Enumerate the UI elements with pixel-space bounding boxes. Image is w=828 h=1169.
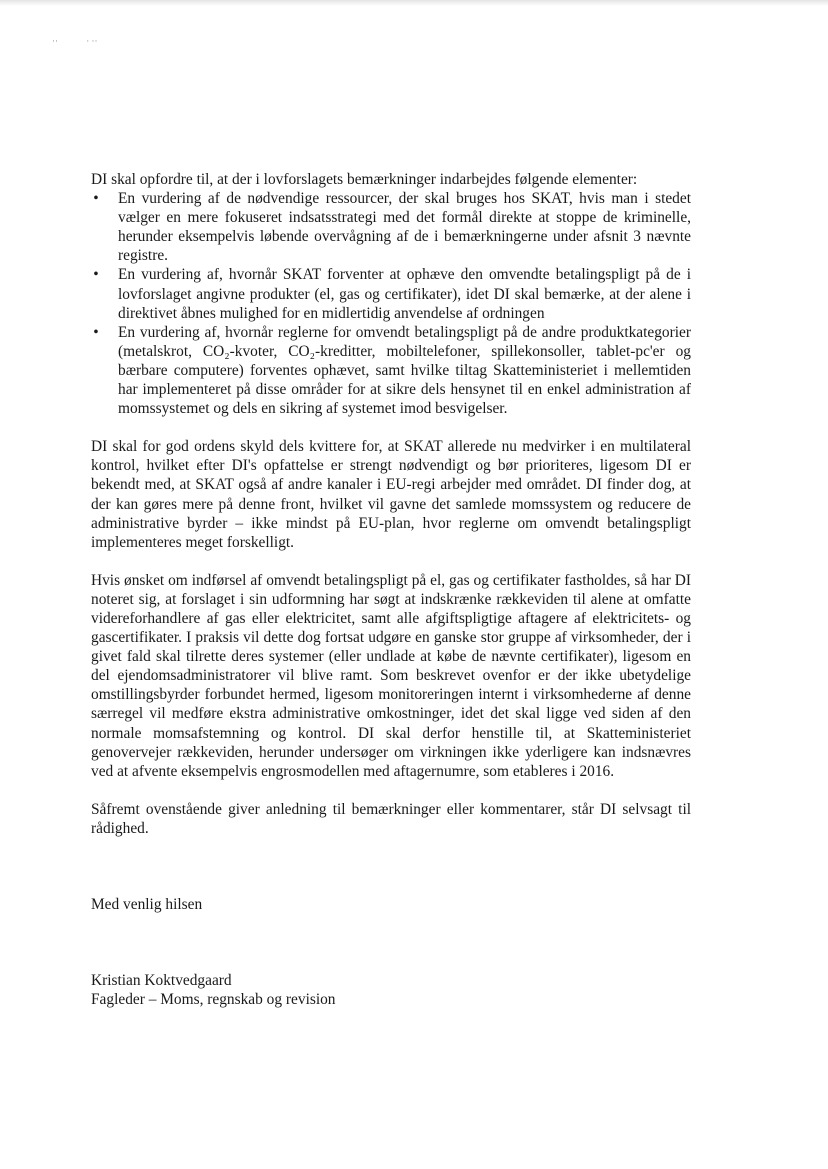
- scan-mark: ··: [52, 36, 58, 46]
- bullet-marker: •: [93, 190, 99, 208]
- signatory-name: Kristian Koktvedgaard: [91, 972, 232, 990]
- letter-body: [91, 170, 691, 1009]
- list-item: [91, 323, 691, 418]
- paragraph-scope: Hvis ønsket om indførsel af omvendt betalingspligt på el, gas og certifikater fastholdes, så har DI noteret sig, at forslaget i sin udformning har søgt at indskrænke rækkeviden til alene at omfatte videreforhandlere af gas eller elektricitet, samt alle afgiftspligtige aftagere af elektricitets- og gascertifikater. I praksis vil dette dog fortsat udgøre en ganske stor gruppe af virksomheder, der i givet fald skal tilrette deres systemer (eller undlade at købe de nævnte certifikater), ligesom en del ejendomsadministratorer vil blive ramt. Som beskrevet ovenfor er der ikke ubetydelige omstillingsbyrder forbundet hermed, ligesom monitoreringen internt i virksomhederne af denne særregel vil medføre ekstra administrative omkostninger, idet det skal ligge ved siden af den normale momsafstemning og kontrol. DI skal derfor henstille til, at Skatteministeriet genovervejer rækkeviden, herunder undersøger om virkningen ikke yderligere kan indsnævres ved at afvente eksempelvis engrosmodellen med aftagernumre, som etableres i 2016.: [91, 571, 691, 780]
- list-item-text: En vurdering af de nødvendige ressourcer, der skal bruges hos SKAT, hvis man i stedet vælger en mere fokuseret indsatsstrategi med det formål direkte at stoppe de kriminelle, herunder eksempelvis løbende overvågning af de i bemærkningerne under afsnit 3 nævnte registre.: [118, 190, 691, 265]
- intro-line: DI skal opfordre til, at der i lovforslagets bemærkninger indarbejdes følgende elementer:: [91, 171, 638, 188]
- list-item-text: En vurdering af, hvornår reglerne for omvendt betalingspligt på de andre produktkategorier (metalskrot, CO₂-kvoter, CO₂-kreditter, mobiltelefoner, spillekonsoller, tablet-pc'er og bærbare computere) forventes ophævet, samt hvilke tiltag Skatteministeriet i mellemtiden har implementeret på disse områder for at sikre dels hensynet til en enkel administration af momssystemet og dels en sikring af systemet imod besvigelser.: [118, 323, 691, 418]
- paragraph-control: DI skal for god ordens skyld dels kvittere for, at SKAT allerede nu medvirker i en multilateral kontrol, hvilket efter DI's opfattelse er strengt nødvendigt og bør prioriteres, ligesom DI er bekendt med, at SKAT også af andre kanaler i EU-regi arbejder med området. DI finder dog, at der kan gøres mere på denne front, hvilket vil gavne det samlede momssystem og reducere de administrative byrder – ikke mindst på EU-plan, hvor reglerne om omvendt betalingspligt implementeres meget forskelligt.: [91, 438, 691, 551]
- paragraph-availability: Såfremt ovenstående giver anledning til bemærkninger eller kommentarer, står DI selvsagt til rådighed.: [91, 800, 691, 837]
- recommendation-list: [91, 189, 691, 418]
- list-item: [91, 265, 691, 322]
- signatory-title: Fagleder – Moms, regnskab og revision: [91, 991, 336, 1009]
- closing-salutation: Med venlig hilsen: [91, 896, 203, 913]
- bullet-marker: •: [93, 323, 99, 341]
- list-item: [91, 189, 691, 265]
- scan-marks: [52, 36, 124, 46]
- bullet-marker: •: [93, 266, 99, 284]
- scan-top-edge: [0, 0, 828, 6]
- closing-block: [91, 895, 691, 1009]
- list-item-text: En vurdering af, hvornår SKAT forventer at ophæve den omvendte betalingspligt på de i lovforslaget angivne produkter (el, gas og certifikater), idet DI skal bemærke, at der alene i direktivet åbnes mulighed for en midlertidig anvendelse af ordningen: [118, 266, 691, 322]
- scan-mark: · ··: [86, 36, 98, 46]
